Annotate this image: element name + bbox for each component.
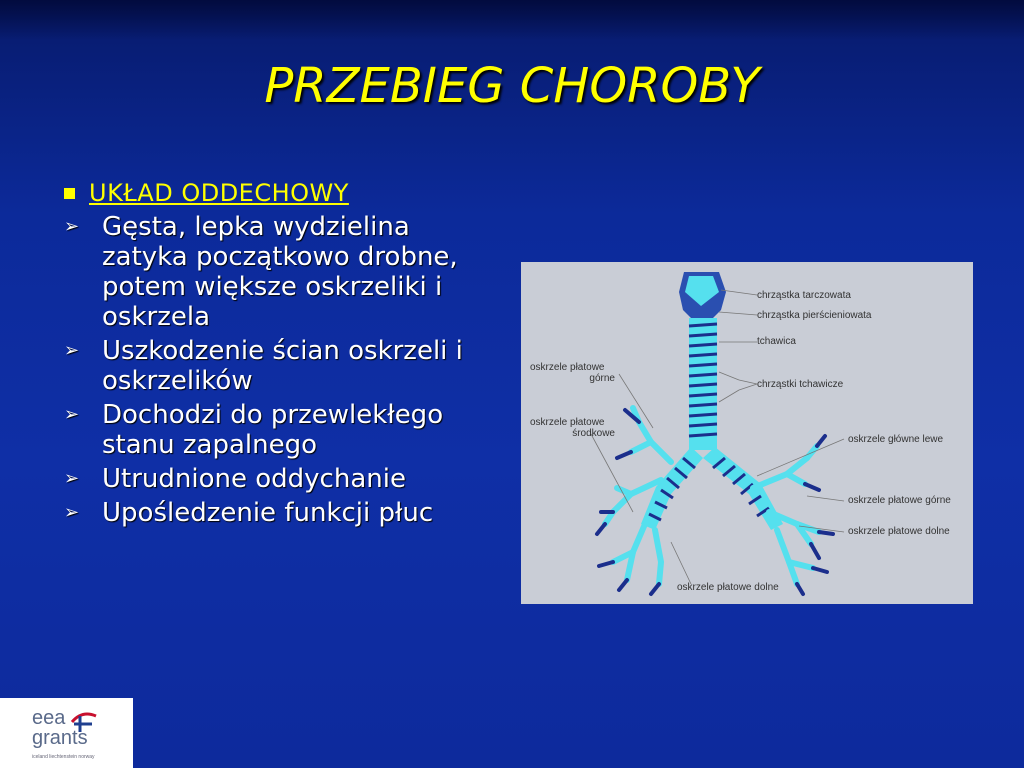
- bullet-item: [62, 400, 482, 460]
- label-lower-lobe-bronchus-right: oskrzele płatowe dolne: [677, 582, 779, 593]
- label-line: środkowe: [572, 428, 615, 439]
- bullet-text: Utrudnione oddychanie: [102, 464, 406, 494]
- arrow-bullet-icon: ➢: [64, 340, 80, 361]
- bullet-text: Uszkodzenie ścian oskrzeli i oskrzelików: [102, 336, 463, 396]
- left-main-bronchus: [703, 447, 783, 530]
- logo-text-grants: grants: [32, 727, 88, 749]
- bullet-text: Upośledzenie funkcji płuc: [102, 498, 434, 528]
- bullet-text: Dochodzi do przewlekłego stanu zapalnego: [102, 400, 444, 460]
- arrow-bullet-icon: ➢: [64, 502, 80, 523]
- square-bullet-icon: [64, 188, 75, 199]
- label-trachea: tchawica: [757, 336, 796, 347]
- logo-text-eea: eea: [32, 707, 66, 729]
- bullet-item: [62, 336, 482, 396]
- bullet-text: Gęsta, lepka wydzielina zatyka początkowo drobne, potem większe oskrzeliki i oskrzela: [102, 212, 458, 332]
- label-tracheal-cartilages: chrząstki tchawicze: [757, 379, 844, 390]
- label-line: górne: [589, 373, 615, 384]
- label-middle-lobe-bronchus: [530, 417, 615, 439]
- bullet-item: [62, 212, 482, 332]
- top-shadow-band: [0, 0, 1024, 40]
- label-main-bronchus-left: oskrzele główne lewe: [848, 434, 944, 445]
- bullet-item: [62, 498, 482, 528]
- label-lower-lobe-bronchus-left: oskrzele płatowe dolne: [848, 526, 950, 537]
- arrow-bullet-icon: ➢: [64, 468, 80, 489]
- respiratory-tract-figure: [521, 262, 973, 604]
- slide-title: PRZEBIEG CHOROBY: [264, 58, 760, 114]
- label-upper-lobe-bronchus-left: oskrzele płatowe górne: [848, 495, 951, 506]
- bullet-list: [62, 178, 482, 532]
- bullet-item: [62, 464, 482, 494]
- label-cricoid-cartilage: chrząstka pierścieniowata: [757, 310, 872, 321]
- eea-grants-logo: [0, 698, 133, 768]
- label-line: oskrzele płatowe: [530, 362, 605, 373]
- heading-row: [62, 178, 482, 208]
- arrow-bullet-icon: ➢: [64, 216, 80, 237]
- label-upper-lobe-bronchus-right: [530, 362, 615, 384]
- label-line: oskrzele płatowe: [530, 417, 605, 428]
- logo-small-text: iceland liechtenstein norway: [32, 754, 95, 760]
- label-thyroid-cartilage: chrząstka tarczowata: [757, 290, 851, 301]
- arrow-bullet-icon: ➢: [64, 404, 80, 425]
- section-heading: UKŁAD ODDECHOWY: [89, 179, 349, 207]
